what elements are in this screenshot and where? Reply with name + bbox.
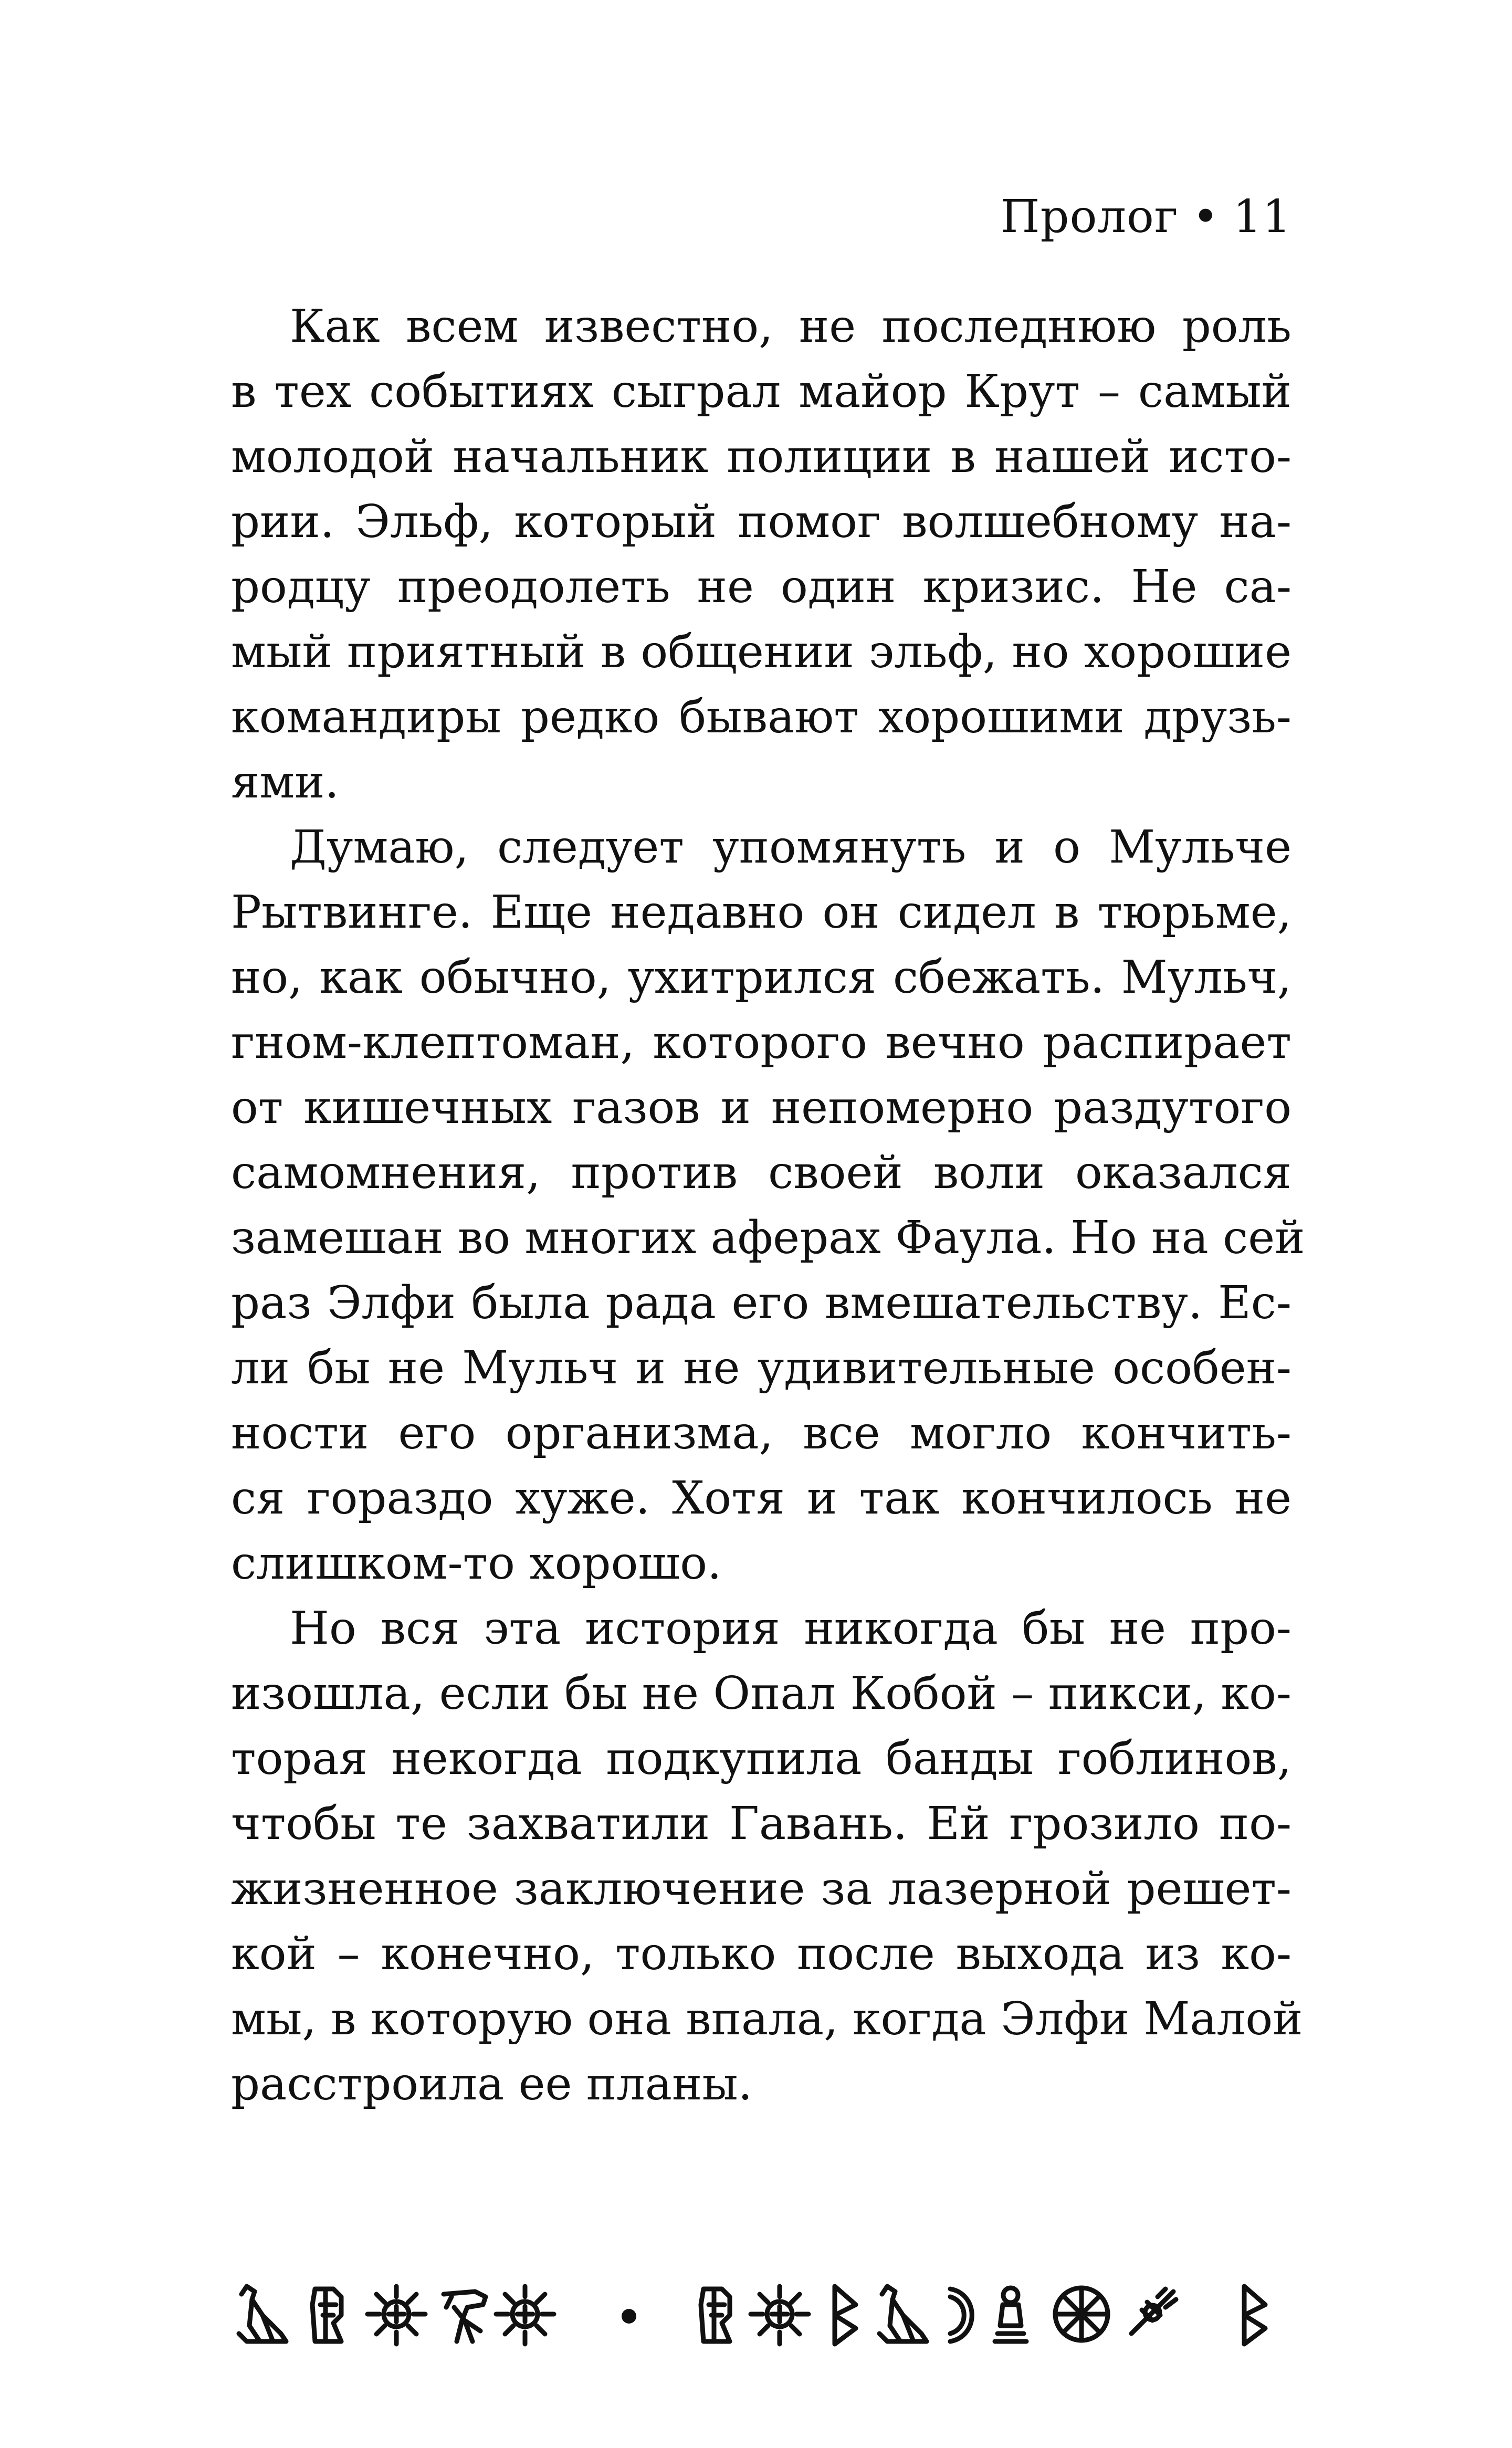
sun-glyph-icon [368, 2286, 425, 2344]
wheel-glyph-icon [1055, 2288, 1108, 2340]
text-line: мый приятный в общении эльф, но хорошие [231, 626, 1292, 678]
text-line: жизненное заключение за лазерной решет- [231, 1863, 1292, 1915]
text-line: чтобы те захватили Гавань. Ей грозило по- [231, 1798, 1292, 1850]
chapter-title: Пролог [1000, 191, 1179, 243]
text-line: раз Элфи была рада его вмешательству. Ес- [231, 1277, 1292, 1329]
text-line: в тех событиях сыграл майор Крут – самый [231, 365, 1292, 418]
text-line: ся гораздо хуже. Хотя и так кончилось не [231, 1472, 1292, 1525]
text-line: Думаю, следует упомянуть и о Мульче [290, 821, 1292, 874]
insect-glyph-icon [1131, 2289, 1176, 2334]
text-line: Но вся эта история никогда бы не про- [290, 1602, 1292, 1655]
text-line: командиры редко бывают хорошими друзь- [231, 691, 1292, 743]
text-line: слишком-то хорошо. [231, 1537, 722, 1590]
bird-glyph-icon [239, 2286, 286, 2341]
figure-glyph-icon [701, 2289, 730, 2341]
text-line: молодой начальник полиции в нашей исто- [231, 430, 1292, 483]
bird-glyph-icon [879, 2286, 927, 2341]
text-line: мы, в которую она впала, когда Элфи Малой [231, 1993, 1303, 2045]
text-line: расстроила ее планы. [231, 2058, 753, 2110]
text-line: ями. [231, 756, 339, 808]
rune-b-glyph-icon [1244, 2286, 1265, 2344]
text-line: кой – конечно, только после выхода из ко- [231, 1928, 1292, 1980]
header-separator: • [1192, 191, 1220, 243]
paragraph-3 [231, 1596, 1303, 2117]
text-line: ли бы не Мульч и не удивительные особен- [231, 1342, 1292, 1394]
seated-figure-glyph-icon [995, 2288, 1026, 2341]
text-line: торая некогда подкупила банды гоблинов, [231, 1732, 1292, 1785]
creature-glyph-icon [444, 2292, 486, 2341]
running-head [1000, 191, 1292, 243]
paragraph-1 [231, 294, 1292, 815]
text-line: самомнения, против своей воли оказался [231, 1147, 1292, 1199]
text-line: Как всем известно, не последнюю роль [290, 300, 1292, 353]
text-line: гном-клептоман, которого вечно распирает [231, 1016, 1292, 1069]
moon-glyph-icon [950, 2289, 972, 2341]
page-number: 11 [1233, 191, 1292, 243]
text-line: Рытвинге. Еще недавно он сидел в тюрьме, [231, 886, 1292, 939]
paragraph-2 [231, 815, 1305, 1596]
text-line: от кишечных газов и непомерно раздутого [231, 1081, 1292, 1134]
ornament-separator-icon [622, 2309, 636, 2324]
figure-glyph-icon [312, 2289, 341, 2341]
text-line: замешан во многих аферах Фаула. Но на сей [231, 1212, 1305, 1264]
sun-glyph-icon [496, 2286, 554, 2344]
sun-glyph-icon [751, 2286, 808, 2344]
body-text [231, 294, 1305, 2117]
gnommish-ornament [231, 2278, 1292, 2357]
text-line: изошла, если бы не Опал Кобой – пикси, ко- [231, 1667, 1292, 1720]
text-line: но, как обычно, ухитрился сбежать. Мульч, [231, 951, 1292, 1004]
text-line: рии. Эльф, который помог волшебному на- [231, 496, 1292, 548]
rune-b-glyph-icon [835, 2286, 856, 2344]
text-line: ности его организма, все могло кончить- [231, 1407, 1292, 1459]
text-line: родцу преодолеть не один кризис. Не са- [231, 561, 1292, 613]
